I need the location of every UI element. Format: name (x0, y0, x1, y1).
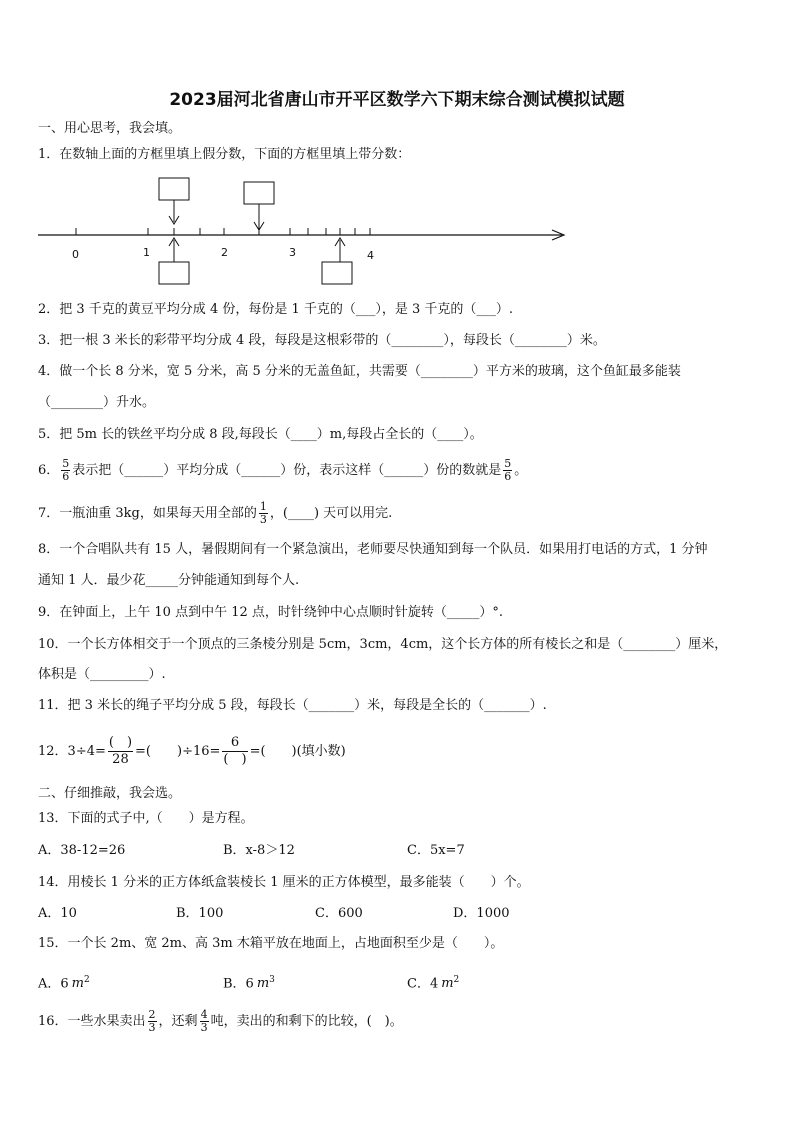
q13-option-a: A．38-12=26 (38, 843, 126, 858)
question-6: 6． $\frac{5}{6}$ 表示把（______）平均分成（______）份，表示这样（______）份的数就是 $\frac{5}{6}$ 。 (38, 457, 528, 483)
question-13: 13．下面的式子中,（ ）是方程。 (38, 811, 254, 826)
fraction-blank-over-28: $\frac{( )}{28}$ (108, 735, 133, 767)
fraction-six-over-blank: $\frac{6}{( )}$ (223, 735, 247, 767)
number-line-figure (30, 170, 580, 290)
question-7: 7．一瓶油重 3kg，如果每天用全部的 $\frac{1}{3}$ ，(____) 天可以用完. (38, 500, 393, 526)
tick-label-0: 0 (72, 248, 79, 261)
fraction-five-sixths: $\frac{5}{6}$ (62, 457, 70, 483)
question-8-line-2: 通知 1 人．最少花_____分钟能通知到每个人. (38, 573, 300, 588)
section-heading-fill: 一、用心思考，我会填。 (38, 121, 182, 136)
question-10-line-1: 10．一个长方体相交于一个顶点的三条棱分别是 5cm，3cm，4cm，这个长方体的所有棱长之和是（________）厘米， (38, 637, 728, 652)
tick-label-2: 2 (221, 246, 228, 259)
question-4-line-2: （________）升水。 (38, 395, 156, 410)
tick-label-1: 1 (143, 246, 150, 259)
question-15: 15．一个长 2m、宽 2m、高 3m 木箱平放在地面上，占地面积至少是（ ）。 (38, 936, 504, 951)
answer-box-bottom-2 (322, 262, 352, 284)
question-10-line-2: 体积是（_________）. (38, 667, 166, 682)
question-9: 9．在钟面上，上午 10 点到中午 12 点，时针绕钟中心点顺时针旋转（_____）°. (38, 605, 504, 620)
question-11: 11．把 3 米长的绳子平均分成 5 段，每段长（_______）米，每段是全长的（_______）. (38, 698, 547, 713)
fraction-five-sixths-2: $\frac{5}{6}$ (504, 457, 512, 483)
question-4-line-1: 4．做一个长 8 分米，宽 5 分米，高 5 分米的无盖鱼缸，共需要（________）平方米的玻璃，这个鱼缸最多能装 (38, 364, 681, 379)
q14-option-a: A．10 (38, 906, 77, 921)
question-6-text: 表示把（______）平均分成（______）份，表示这样（______）份的数就是 (72, 463, 502, 478)
fraction-one-third: $\frac{1}{3}$ (259, 500, 267, 526)
tick-label-4: 4 (367, 249, 374, 262)
question-5: 5．把 5m 长的铁丝平均分成 8 段,每段长（____）m,每段占全长的（____）。 (38, 427, 483, 442)
answer-box-bottom-1 (159, 262, 189, 284)
q13-option-c: C．5x=7 (407, 843, 465, 858)
question-3: 3．把一根 3 米长的彩带平均分成 4 段，每段是这根彩带的（________），每段长（________）米。 (38, 333, 606, 348)
fraction-four-thirds: $\frac{4}{3}$ (200, 1008, 208, 1034)
q14-option-d: D．1000 (453, 906, 510, 921)
q14-option-b: B．100 (176, 906, 224, 921)
question-2: 2．把 3 千克的黄豆平均分成 4 份，每份是 1 千克的（___），是 3 千克的（___）. (38, 302, 514, 317)
question-16: 16．一些水果卖出 $\frac{2}{3}$ ，还剩 $\frac{4}{3}$ 吨，卖出的和剩下的比较，( )。 (38, 1008, 403, 1034)
q13-option-b: B．x-8＞12 (223, 843, 295, 858)
tick-label-3: 3 (289, 246, 296, 259)
answer-box-top-2 (244, 182, 274, 204)
question-14: 14．用棱长 1 分米的正方体纸盒装棱长 1 厘米的正方体模型，最多能装（ ）个。 (38, 875, 530, 890)
q15-option-c: C．4 $m^2$ (407, 975, 460, 992)
q15-option-b: B．6 $m^3$ (223, 975, 275, 992)
question-6-number: 6． (38, 463, 60, 478)
q14-option-c: C．600 (315, 906, 363, 921)
question-12: 12．3÷4= $\frac{( )}{28}$ =( )÷16= $\frac{6}{( )}$ =( )(填小数) (38, 735, 346, 767)
q15-option-a: A．6 $m^2$ (38, 975, 90, 992)
section-heading-choose: 二、仔细推敲，我会选。 (38, 786, 182, 801)
answer-box-top-1 (159, 178, 189, 200)
page-title: 2023届河北省唐山市开平区数学六下期末综合测试模拟试题 (169, 90, 625, 110)
fraction-two-thirds: $\frac{2}{3}$ (148, 1008, 156, 1034)
question-1: 1．在数轴上面的方框里填上假分数，下面的方框里填上带分数： (38, 147, 411, 162)
question-8-line-1: 8．一个合唱队共有 15 人，暑假期间有一个紧急演出，老师要尽快通知到每一个队员．如果用打电话的方式，1 分钟 (38, 542, 708, 557)
